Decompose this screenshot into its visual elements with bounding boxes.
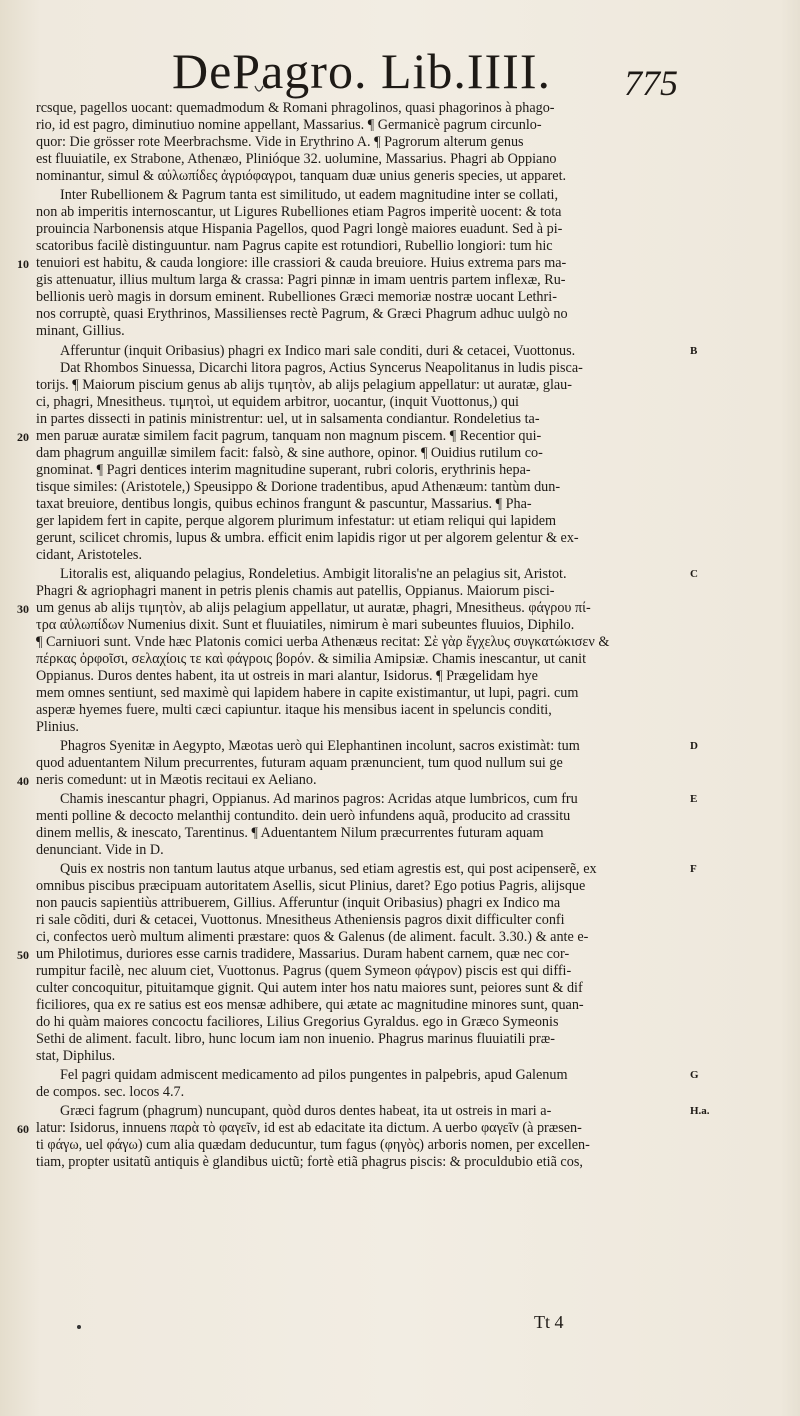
text-line: tiam, propter usitatũ antiquis è glandibus uictũ; fortè etiã phagrus piscis: & proculdubio etiã cos, — [36, 1154, 583, 1170]
margin-letter: H.a. — [690, 1105, 710, 1117]
text-line: πέρκας ὀρφοῖσι, σελαχίοις τε καὶ φάγροις βορόν. & similia Amipsiæ. Chamis inescantur, ut canit — [36, 651, 587, 667]
text-line: Litoralis est, aliquando pelagius, Rondeletius. Ambigit litoralis'ne an pelagius sit, Aristot. — [60, 566, 567, 582]
text-line: Græci fagrum (phagrum) nuncupant, quòd duros dentes habeat, ita ut ostreis in mari a- — [60, 1103, 552, 1119]
text-line: de compos. sec. locos 4.7. — [36, 1084, 185, 1100]
text-line: ¶ Carniuori sunt. Vnde hæc Platonis comici uerba Athenæus recitat: Σὲ γὰρ ἔγχελυς συγκατώκισεν & — [36, 634, 610, 650]
text-line: um genus ab alijs τιμητὸν, ab alijs pelagium appellatur, ut auratæ, phagri, Mnesitheus. φάγρου πί- — [36, 600, 591, 616]
text-line: ti φάγω, uel φάγω) cum alia quædam deducuntur, tum fagus (φηγὸς) arboris nomen, per excellen- — [36, 1137, 590, 1153]
text-line: Inter Rubellionem & Pagrum tanta est similitudo, ut eadem magnitudine inter se collati, — [60, 187, 559, 203]
text-line: Oppianus. Duros dentes habent, ita ut ostreis in mari alantur, Isidorus. ¶ Prægelidam hye — [36, 668, 538, 684]
text-line: non ab imperitis internoscantur, ut Ligures Rubelliones etiam Pagros imperitè uocent: & tota — [36, 204, 562, 220]
text-line: Fel pagri quidam admiscent medicamento ad pilos pungentes in palpebris, apud Galenum — [60, 1067, 568, 1083]
text-line: Phagri & agriophagri manent in petris plenis chamis aut patellis, Oppianus. Maiorum pisci- — [36, 583, 555, 599]
text-line: culter concoquitur, pituitamque gignit. Qui autem inter hos natu maiores sunt, peiores sunt & dif — [36, 980, 583, 996]
text-line: in partes dissecti in patinis ministrentur: uel, ut in salsamenta condiantur. Rondeletius ta- — [36, 411, 540, 427]
text-line: ri sale cõditi, duri & cetacei, Vuottonus. Mnesitheus Atheniensis pagros dixit difficulter confi — [36, 912, 565, 928]
text-line: neris comedunt: ut in Mæotis recitaui ex Aeliano. — [36, 772, 317, 788]
text-line: nos corruptè, quasi Erythrinos, Massilienses rectè Pagrum, & Græci Phagrum adhuc uulgò no — [36, 306, 568, 322]
text-line: est fluuiatile, ex Strabone, Athenæo, Plinióque 32. uolumine, Massarius. Phagri ab Oppiano — [36, 151, 557, 167]
text-line: latur: Isidorus, innuens παρὰ τὸ φαγεῖν, id est ab edacitate ita dictum. A uerbo φαγεῖν (à præsen- — [36, 1120, 582, 1136]
text-line: quor: Die grösser rote Meerbrachsme. Vide in Erythrino A. ¶ Pagrorum alterum genus — [36, 134, 524, 150]
text-line: gis attenuatur, illius multum larga & crassa: Pagri pinnæ in imam uentris partem inflexæ, Ru- — [36, 272, 566, 288]
margin-letter: B — [690, 345, 698, 357]
text-line: Plinius. — [36, 719, 79, 735]
line-number: 60 — [17, 1122, 29, 1136]
text-line: men paruæ auratæ similem facit pagrum, tanquam non magnum piscem. ¶ Recentior qui- — [36, 428, 542, 444]
text-line: ci, phagri, Mnesitheus. τιμητοὶ, ut equidem arbitror, uocantur, (inquit Vuottonus,) qui — [36, 394, 519, 410]
text-line: rio, id est pagro, diminutiuo nomine appellant, Massarius. ¶ Germanicè pagrum circunlo- — [36, 117, 542, 133]
text-line: asperæ hyemes fuere, multi cæci capiuntur. itaque his mensibus iacent in speluncis conditi, — [36, 702, 552, 718]
margin-letter: D — [690, 740, 698, 752]
text-line: ci, confectos uerò multum alimenti præstare: quos & Galenus (de aliment. facult. 3.30.) & ante e- — [36, 929, 589, 945]
text-line: dinem mellis, & inescato, Tarentinus. ¶ Aduentantem Nilum præcurrentes futuram aquam — [36, 825, 544, 841]
text-line: gnominat. ¶ Pagri dentices interim magnitudine superant, rubri coloris, erythrinis hepa- — [36, 462, 531, 478]
text-line: quod aduentantem Nilum precurrentes, futuram aquam prænuncient, tum quod nullum sui ge — [36, 755, 563, 771]
text-line: bellionis uerò magis in dorsum eminent. Rubelliones Græci memoriæ nostræ uocant Lethri- — [36, 289, 557, 305]
text-line: denunciant. Vide in D. — [36, 842, 164, 858]
ink-dot — [77, 1325, 81, 1329]
text-line: tenuiori est habitu, & cauda longiore: ille crassiori & cauda breuiore. Huius extrema pars ma- — [36, 255, 567, 271]
text-line: taxat breuiore, dentibus longis, quibus echinos frangunt & pascuntur, Massarius. ¶ Pha- — [36, 496, 532, 512]
margin-letter: E — [690, 793, 698, 805]
text-line: Sethi de aliment. facult. libro, hunc locum iam non inuenio. Phagrus marinus fluuiatili præ- — [36, 1031, 555, 1047]
margin-letter: F — [690, 863, 697, 875]
text-line: Phagros Syenitæ in Aegypto, Mæotas uerò qui Elephantinen incolunt, sacros existimàt: tum — [60, 738, 580, 754]
text-line: menti polline & decocto melanthij contundito. dein uerò infundens aquã, producito ad crassitu — [36, 808, 571, 824]
text-line: ficiliores, qua ex re satius est eos mensæ adhibere, qui ætate ac magnitudine minores sunt, quan- — [36, 997, 584, 1013]
signature-mark: Tt 4 — [534, 1312, 564, 1332]
text-line: gerunt, scilicet chromis, lupus & umbra. efficit enim lapidis rigor ut per algorem gelentur & ex- — [36, 530, 579, 546]
text-line: non paucis sapientiùs attribuerem, Gillius. Afferuntur (inquit Oribasius) phagri ex Indico ma — [36, 895, 561, 911]
text-line: tisque similes: (Aristotele,) Speusippo & Dorione tradentibus, apud Athenæum: tantùm dun- — [36, 479, 561, 495]
margin-letter: G — [690, 1069, 699, 1081]
text-line: torijs. ¶ Maiorum piscium genus ab alijs τιμητὸν, ab alijs pelagium appellatur: ut auratæ, glau- — [36, 377, 573, 393]
text-line: Afferuntur (inquit Oribasius) phagri ex Indico mari sale conditi, duri & cetacei, Vuottonus. — [60, 343, 576, 359]
line-number: 40 — [17, 774, 29, 788]
text-line: cidant, Aristoteles. — [36, 547, 142, 563]
text-line: rcsque, pagellos uocant: quemadmodum & Romani phragolinos, quasi phagorinos à phago- — [36, 100, 555, 116]
text-line: do hi quàm maiores concoctu faciliores, Lilius Gregorius Gyraldus. ego in Græco Symeonis — [36, 1014, 559, 1030]
text-line: omnibus piscibus præcipuam autoritatem Asellis, sicut Plinius, daret? Ego potius Pagris, alijsque — [36, 878, 586, 894]
margin-letter: C — [690, 568, 698, 580]
text-line: τρα αὐλωπίδων Numenius dixit. Sunt et fluuiatiles, nimirum è mari subeuntes fluuios, Diphilo. — [36, 617, 575, 633]
text-line: Chamis inescantur phagri, Oppianus. Ad marinos pagros: Acridas atque lumbricos, cum fru — [60, 791, 578, 807]
text-line: Quis ex nostris non tantum lautus atque urbanus, sed etiam agrestis est, qui post acipenserẽ, ex — [60, 861, 597, 877]
text-line: um Philotimus, duriores esse carnis tradidere, Massarius. Duram habent carnem, quæ nec cor- — [36, 946, 570, 962]
line-number: 30 — [17, 602, 29, 616]
text-line: nominantur, simul & αὐλωπίδες ἀγριόφαγροι, tanquam duæ unius generis species, ut apparet. — [36, 168, 567, 184]
text-line: dam phagrum anguillæ similem facit: falsò, & sine authore, opinor. ¶ Ouidius rutilum co- — [36, 445, 543, 461]
text-line: prouincia Narbonensis atque Hispania Pagellos, quod Pagri longè maiores euadunt. Sed à pi- — [36, 221, 563, 237]
text-line: minant, Gillius. — [36, 323, 125, 339]
text-line: mem omnes sentiunt, sed maximè qui lapidem habere in capite existimantur, ut lupi, pagri. cum — [36, 685, 579, 701]
running-title: DePagro. Lib.IIII. — [172, 43, 551, 99]
text-line: scatoribus facilè distinguuntur. nam Pagrus capite est rotundiori, Rubellio longiori: tum hic — [36, 238, 553, 254]
line-number: 20 — [17, 430, 29, 444]
text-line: stat, Diphilus. — [36, 1048, 116, 1064]
text-line: ger lapidem fert in capite, perque algorem plurimum infestatur: ut etiam reliqui qui lapidem — [36, 513, 557, 529]
line-number: 10 — [17, 257, 29, 271]
page-number: 775 — [624, 63, 678, 103]
text-line: Dat Rhombos Sinuessa, Dicarchi litora pagros, Actius Syncerus Neapolitanus in ludis pisca- — [60, 360, 583, 376]
line-number: 50 — [17, 948, 29, 962]
text-line: rumpitur facilè, nec aluum ciet, Vuottonus. Pagrus (quem Symeon φάγρον) piscis est qui diffi- — [36, 963, 572, 979]
